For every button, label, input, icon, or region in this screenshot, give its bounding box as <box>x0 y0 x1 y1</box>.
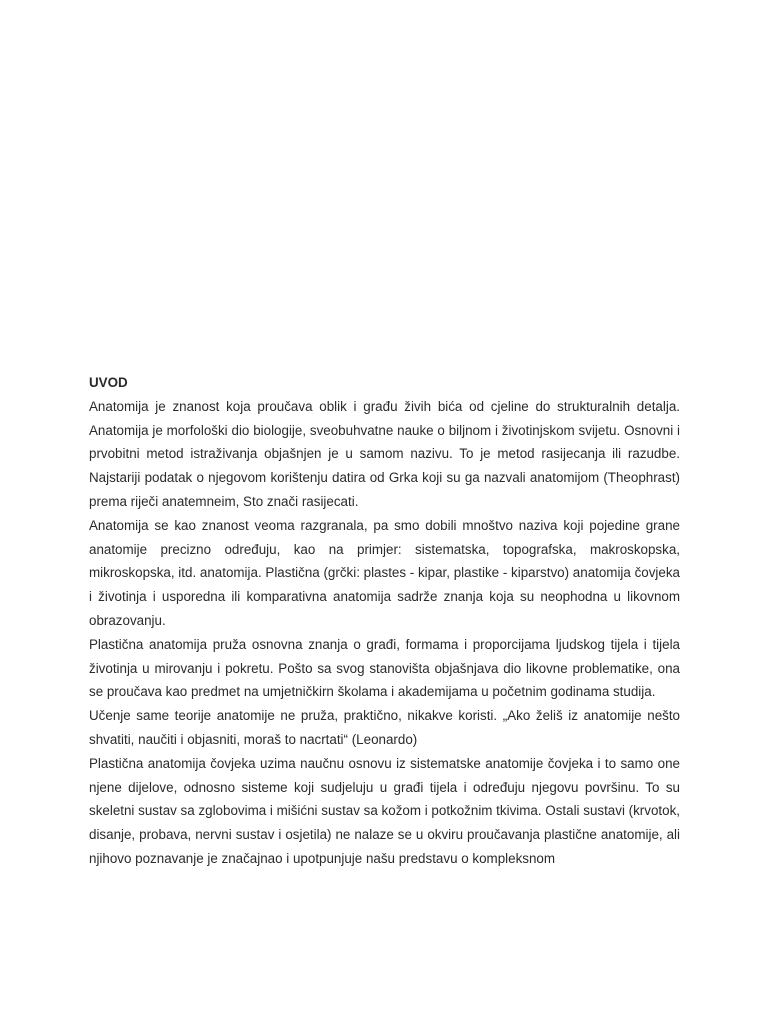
paragraph-2: Anatomija se kao znanost veoma razgranala, pa smo dobili mnoštvo naziva koji pojedine grane anatomije precizno određuju, kao na primjer: sistematska, topografska, makroskopska, mikroskopska, itd. anatomija. Plastična (grčki: plastes - kipar, plastike - kiparstvo) anatomija čovjeka i životinja i usporedna ili komparativna anatomija sadrže znanja koja su neophodna u likovnom obrazovanju. <box>89 517 680 628</box>
paragraph-5: Plastična anatomija čovjeka uzima naučnu osnovu iz sistematske anatomije čovjeka i to samo one njene dijelove, odnosno sisteme koji sudjeluju u građi tijela i određuju njegovu površinu. To su skeletni sustav sa zglobovima i mišićni sustav sa kožom i potkožnim tkivima. Ostali sustavi (krvotok, disanje, probava, nervni sustav i osjetila) ne nalaze se u okviru proučavanja plastične anatomije, ali njihovo poznavanje je značajnao i upotpunjuje našu predstavu o kompleksnom <box>89 755 680 866</box>
section-heading: UVOD <box>89 375 128 390</box>
document-body <box>89 371 680 871</box>
paragraph-1: Anatomija je znanost koja proučava oblik i građu živih bića od cjeline do strukturalnih detalja. Anatomija je morfološki dio biologije, sveobuhvatne nauke o biljnom i životinjskom svijetu. Osnovni i prvobitni metod istraživanja objašnjen je u samom nazivu. To je metod rasijecanja ili razudbe. Najstariji podatak o njegovom korištenju datira od Grka koji su ga nazvali anatomijom (Theophrast) prema riječi anatemneim, Sto znači rasijecati. <box>89 398 680 509</box>
paragraph-3: Plastična anatomija pruža osnovna znanja o građi, formama i proporcijama ljudskog tijela i tijela životinja u mirovanju i pokretu. Pošto sa svog stanovišta objašnjava dio likovne problematike, ona se proučava kao predmet na umjetničkirn školama i akademijama u početnim godinama studija. <box>89 636 680 700</box>
paragraph-4: Učenje same teorije anatomije ne pruža, praktično, nikakve koristi. „Ako želiš iz anatomije nešto shvatiti, naučiti i objasniti, moraš to nacrtati“ (Leonardo) <box>89 708 680 747</box>
